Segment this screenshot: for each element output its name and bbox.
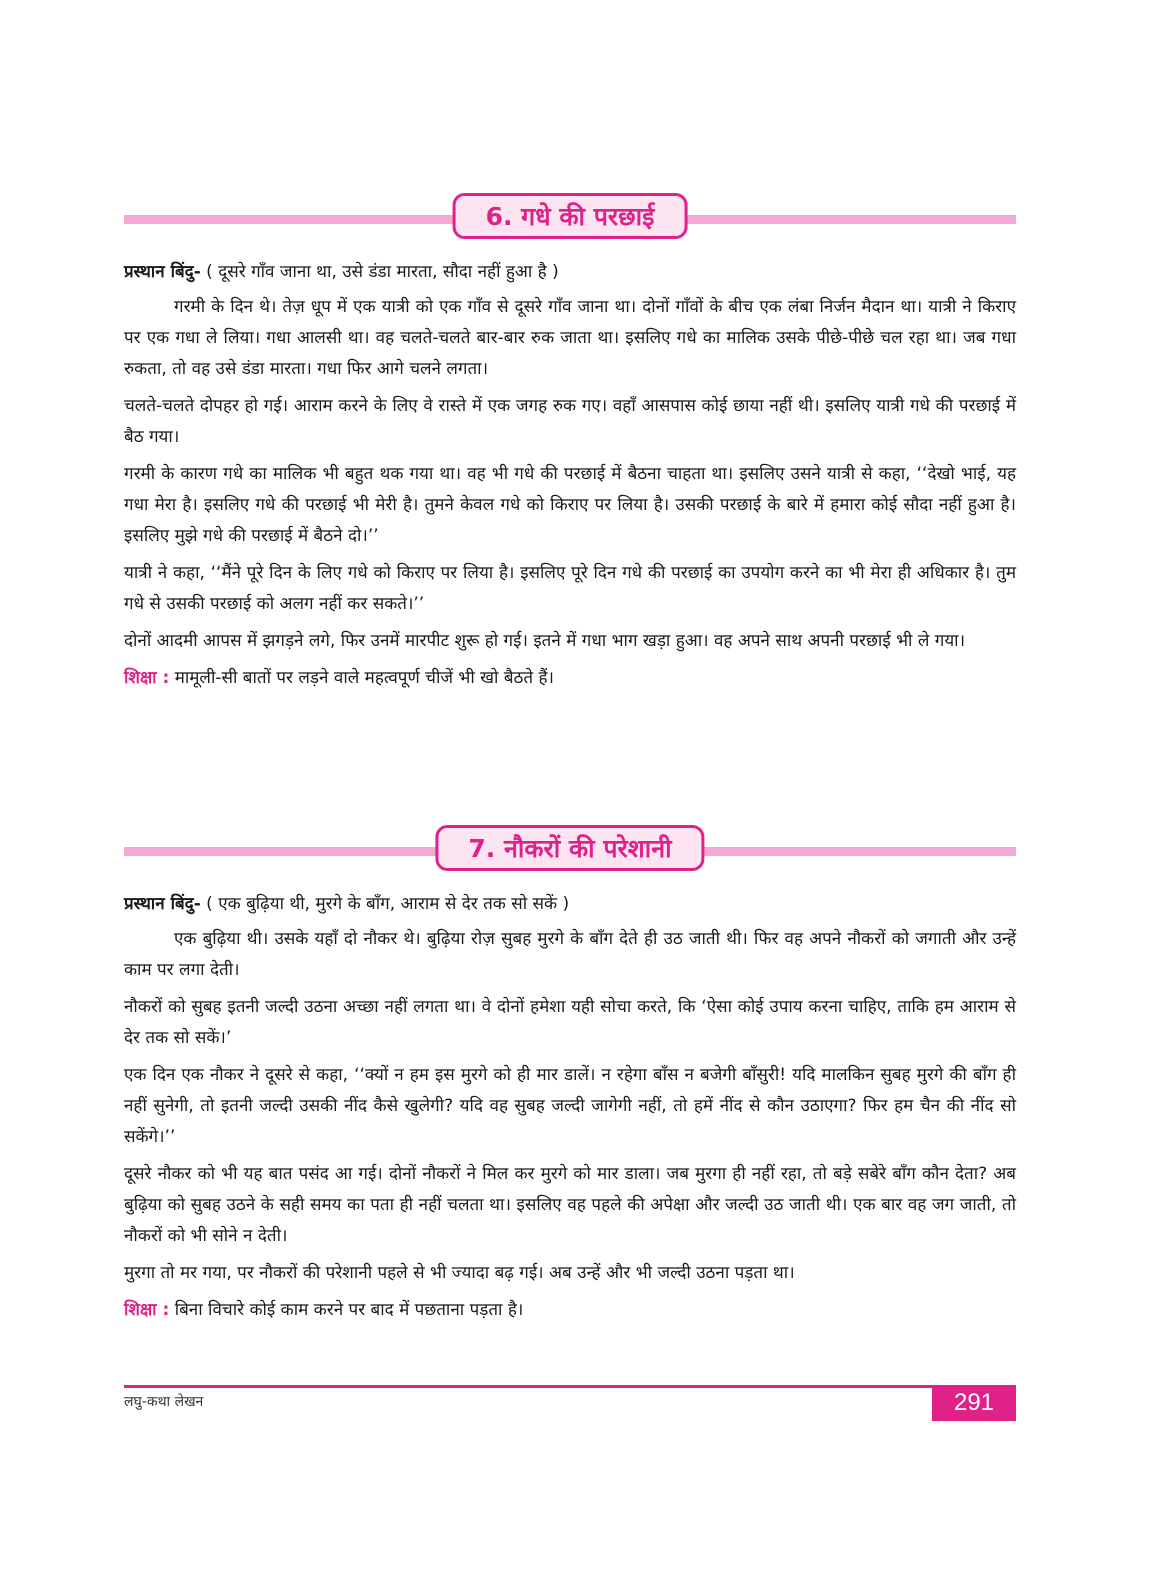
- story-paragraph: एक बुढ़िया थी। उसके यहाँ दो नौकर थे। बुढ़िया रोज़ सुबह मुरगे के बाँग देते ही उठ जाती थी। फिर वह अपने नौकरों को जगाती और उन्हें काम पर लगा देती।: [124, 929, 1016, 980]
- story-paragraph: एक दिन एक नौकर ने दूसरे से कहा, ‘‘क्यों न हम इस मुरगे को ही मार डालें। न रहेगा बाँस न बजेगी बाँसुरी! यदि मालकिन सुबह मुरगे की बाँग ही नहीं सुनेगी, तो इतनी जल्दी उसकी नींद कैसे खुलेगी? यदि वह सुबह जल्दी जागेगी नहीं, तो हमें नींद से कौन उठाएगा? फिर हम चैन की नींद सो सकेंगे।’’: [124, 1065, 1016, 1147]
- story-paragraph: गरमी के दिन थे। तेज़ धूप में एक यात्री को एक गाँव से दूसरे गाँव जाना था। दोनों गाँवों के बीच एक लंबा निर्जन मैदान था। यात्री ने किराए पर एक गधा ले लिया। गधा आलसी था। वह चलते-चलते बार-बार रुक जाता था। इसलिए गधे का मालिक उसके पीछे-पीछे चल रहा था। जब गधा रुकता, तो वह उसे डंडा मारता। गधा फिर आगे चलने लगता।: [124, 297, 1016, 379]
- story-gadhe-ki-parchhai: [124, 193, 1016, 694]
- moral: [124, 1295, 1016, 1326]
- moral-label: शिक्षा :: [124, 1300, 170, 1320]
- prasthan-bindu: [124, 259, 1016, 286]
- story-title: 7. नौकरों की परेशानी: [468, 834, 672, 863]
- story-paragraph: चलते-चलते दोपहर हो गई। आराम करने के लिए वे रास्ते में एक जगह रुक गए। वहाँ आसपास कोई छाया नहीं थी। इसलिए यात्री गधे की परछाई में बैठ गया।: [124, 396, 1016, 447]
- story-paragraph: यात्री ने कहा, ‘‘मैंने पूरे दिन के लिए गधे को किराए पर लिया है। इसलिए पूरे दिन गधे की परछाई का उपयोग करने का भी मेरा ही अधिकार है। तुम गधे से उसकी परछाई को अलग नहीं कर सकते।’’: [124, 563, 1016, 614]
- story-paragraph: दोनों आदमी आपस में झगड़ने लगे, फिर उनमें मारपीट शुरू हो गई। इतने में गधा भाग खड़ा हुआ। वह अपने साथ अपनी परछाई भी ले गया।: [124, 631, 966, 651]
- title-box: [435, 825, 704, 871]
- footer-divider: [124, 1385, 1016, 1388]
- page-number: 291: [932, 1385, 1016, 1421]
- prasthan-label: प्रस्थान बिंदु-: [124, 262, 201, 282]
- story-title-banner: [124, 825, 1016, 877]
- footer-section-label: लघु-कथा लेखन: [124, 1394, 204, 1410]
- story-title-banner: [124, 193, 1016, 245]
- prasthan-points: ( एक बुढ़िया थी, मुरगे के बाँग, आराम से देर तक सो सकें ): [206, 894, 570, 914]
- story-paragraph: नौकरों को सुबह इतनी जल्दी उठना अच्छा नहीं लगता था। वे दोनों हमेशा यही सोचा करते, कि ‘ऐसा कोई उपाय करना चाहिए, ताकि हम आराम से देर तक सो सकें।’: [124, 997, 1016, 1048]
- moral-text: मामूली-सी बातों पर लड़ने वाले महत्वपूर्ण चीजें भी खो बैठते हैं।: [174, 668, 554, 688]
- title-box: [453, 193, 688, 239]
- story-paragraph: गरमी के कारण गधे का मालिक भी बहुत थक गया था। वह भी गधे की परछाई में बैठना चाहता था। इसलिए उसने यात्री से कहा, ‘‘देखो भाई, यह गधा मेरा है। इसलिए गधे की परछाई भी मेरी है। तुमने केवल गधे को किराए पर लिया है। उसकी परछाई के बारे में हमारा कोई सौदा नहीं हुआ है। इसलिए मुझे गधे की परछाई में बैठने दो।’’: [124, 464, 1016, 546]
- prasthan-bindu: [124, 891, 1016, 918]
- moral-text: बिना विचारे कोई काम करने पर बाद में पछताना पड़ता है।: [174, 1300, 524, 1320]
- story-paragraph: दूसरे नौकर को भी यह बात पसंद आ गई। दोनों नौकरों ने मिल कर मुरगे को मार डाला। जब मुरगा ही नहीं रहा, तो बड़े सबेरे बाँग कौन देता? अब बुढ़िया को सुबह उठने के सही समय का पता ही नहीं चलता था। इसलिए वह पहले की अपेक्षा और जल्दी उठ जाती थी। एक बार वह जग जाती, तो नौकरों को भी सोने न देती।: [124, 1164, 1016, 1246]
- story-title: 6. गधे की परछाई: [485, 202, 655, 231]
- prasthan-label: प्रस्थान बिंदु-: [124, 894, 201, 914]
- story-naukaron-ki-pareshani: [124, 825, 1016, 1326]
- moral-label: शिक्षा :: [124, 668, 170, 688]
- prasthan-points: ( दूसरे गाँव जाना था, उसे डंडा मारता, सौदा नहीं हुआ है ): [206, 262, 559, 282]
- story-paragraph: मुरगा तो मर गया, पर नौकरों की परेशानी पहले से भी ज्यादा बढ़ गई। अब उन्हें और भी जल्दी उठना पड़ता था।: [124, 1263, 795, 1283]
- moral: [124, 663, 1016, 694]
